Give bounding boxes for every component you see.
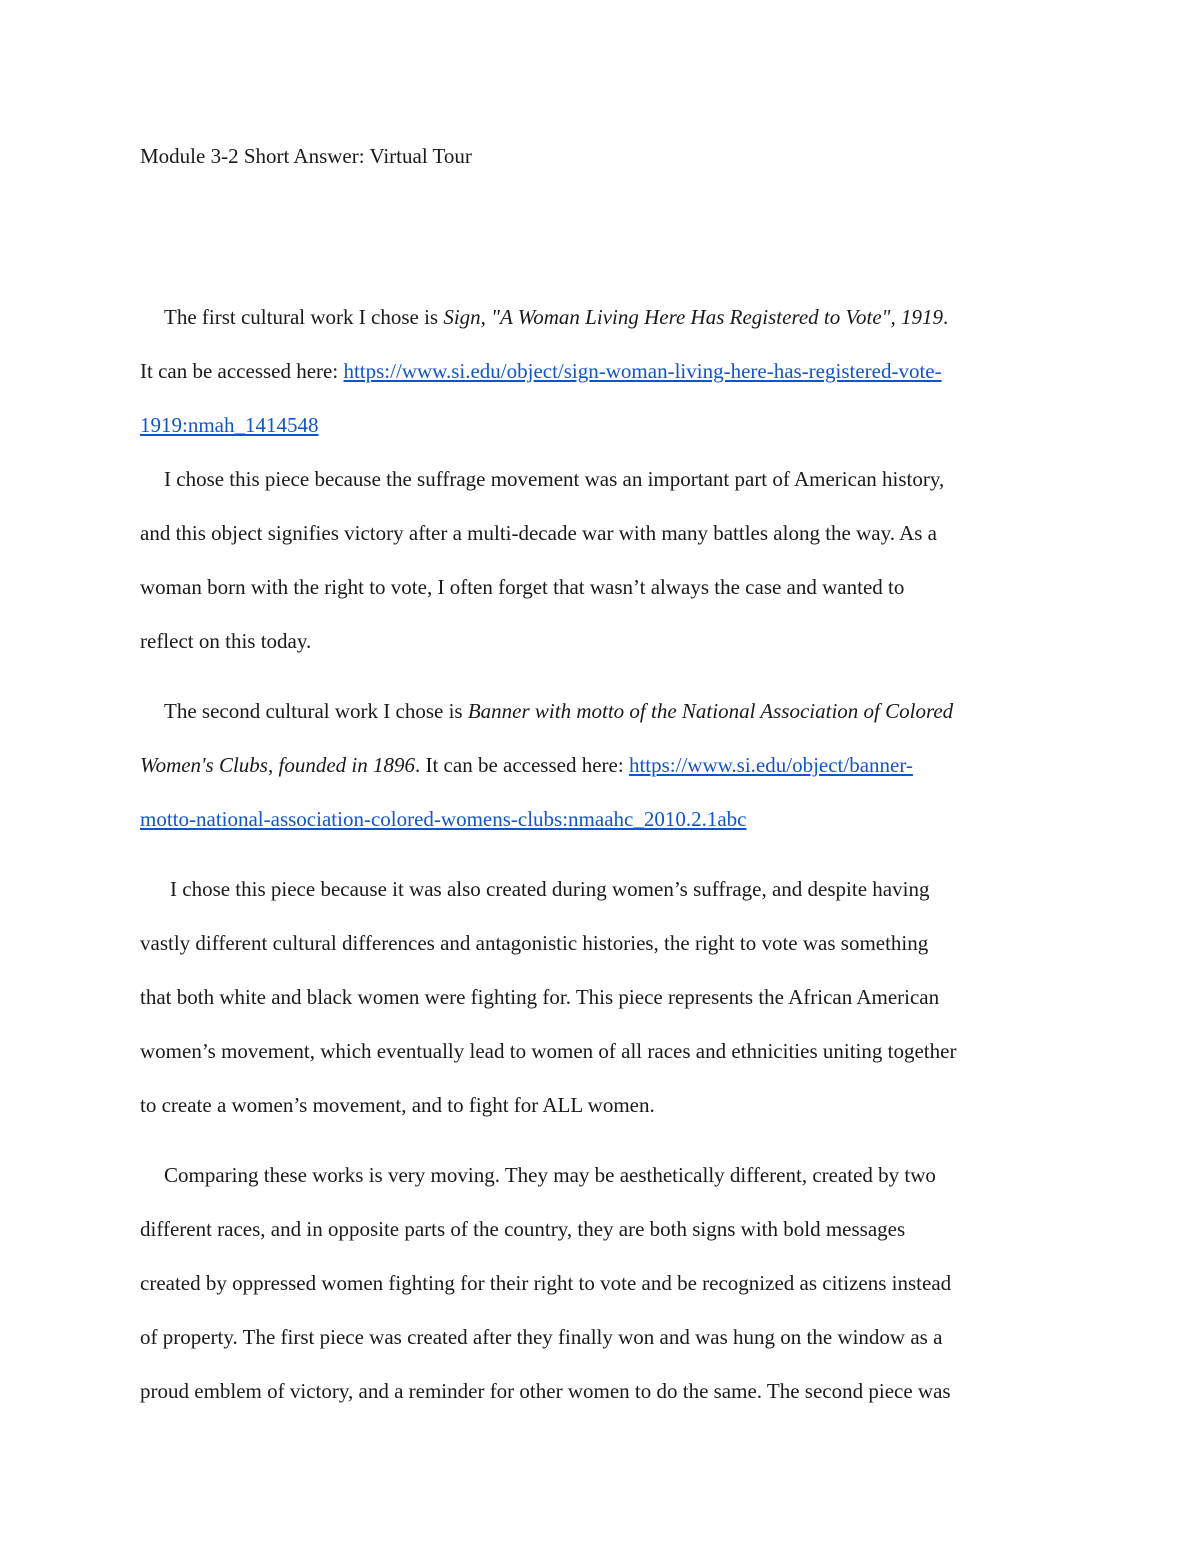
p1-link-part1[interactable]: https://www.si.edu/object/sign-woman-living-here-has-registered-vote-	[343, 359, 942, 383]
p3-link-part1[interactable]: https://www.si.edu/object/banner-	[628, 753, 913, 777]
paragraph-spacer	[140, 1132, 1060, 1148]
p1-access-text: It can be accessed here:	[140, 359, 344, 383]
paragraph-first-reason	[140, 452, 1060, 668]
paragraph-spacer	[140, 846, 1060, 862]
title-spacer	[140, 176, 1060, 290]
p4-line-2: vastly different cultural differences and antagonistic histories, the right to vote was something	[140, 931, 929, 955]
document-page	[140, 136, 1060, 1418]
p3-access-text: . It can be accessed here:	[414, 753, 629, 777]
p2-line-1: I chose this piece because the suffrage movement was an important part of American history,	[164, 467, 945, 491]
paragraph-spacer	[140, 668, 1060, 684]
p3-intro-text: The second cultural work I chose is	[164, 699, 468, 723]
p5-line-1: Comparing these works is very moving. They may be aesthetically different, created by two	[164, 1163, 936, 1187]
paragraph-comparison	[140, 1148, 1060, 1418]
p5-line-3: created by oppressed women fighting for their right to vote and be recognized as citizens instead	[140, 1271, 952, 1295]
p4-line-5: to create a women’s movement, and to fight for ALL women.	[140, 1093, 655, 1117]
p1-work-title: Sign, "A Woman Living Here Has Registered to Vote", 1919	[443, 305, 943, 329]
p3-link-part2[interactable]: motto-national-association-colored-womens-clubs:nmaahc_2010.2.1abc	[140, 807, 747, 831]
paragraph-second-work	[140, 684, 1060, 846]
p1-period: .	[942, 305, 949, 329]
p3-work-title-part1: Banner with motto of the National Association of Colored	[467, 699, 954, 723]
p2-line-4: reflect on this today.	[140, 629, 312, 653]
p4-line-4: women’s movement, which eventually lead to women of all races and ethnicities uniting together	[140, 1039, 957, 1063]
p2-line-2: and this object signifies victory after a multi-decade war with many battles along the way. As a	[140, 521, 937, 545]
p4-line-3: that both white and black women were fighting for. This piece represents the African American	[140, 985, 940, 1009]
document-title: Module 3-2 Short Answer: Virtual Tour	[140, 144, 472, 168]
p1-intro-text: The first cultural work I chose is	[164, 305, 444, 329]
p5-line-2: different races, and in opposite parts of the country, they are both signs with bold messages	[140, 1217, 906, 1241]
p2-line-3: woman born with the right to vote, I often forget that wasn’t always the case and wanted to	[140, 575, 905, 599]
p1-link-part2[interactable]: 1919:nmah_1414548	[140, 413, 319, 437]
p4-line-1: I chose this piece because it was also created during women’s suffrage, and despite having	[170, 877, 930, 901]
p5-line-5: proud emblem of victory, and a reminder for other women to do the same. The second piece was	[140, 1379, 951, 1403]
paragraph-first-work	[140, 290, 1060, 452]
p5-line-4: of property. The first piece was created after they finally won and was hung on the window as a	[140, 1325, 943, 1349]
p3-work-title-part2: Women's Clubs, founded in 1896	[140, 753, 415, 777]
paragraph-second-reason	[140, 862, 1060, 1132]
